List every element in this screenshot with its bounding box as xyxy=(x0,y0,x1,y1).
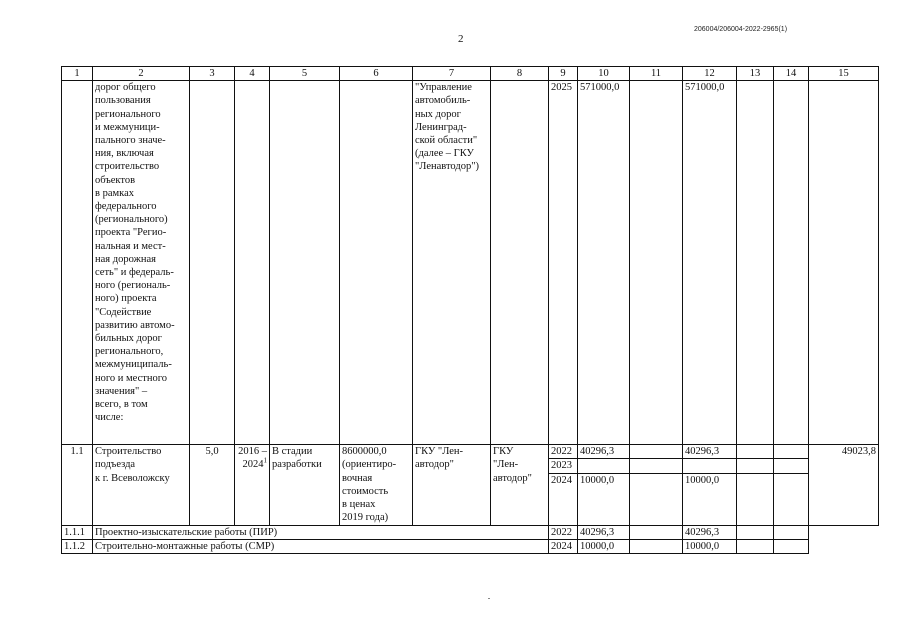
cell-line: вочная xyxy=(342,472,373,484)
cell-col15: 49023,8 xyxy=(809,445,879,525)
cell-line: строительство xyxy=(95,161,160,173)
cell-col14 xyxy=(774,445,809,459)
cell-line: (далее – ГКУ xyxy=(415,148,474,160)
column-number-4: 4 xyxy=(235,67,270,81)
cell-cost xyxy=(340,445,413,525)
column-number-5: 5 xyxy=(270,67,340,81)
cell-col13 xyxy=(737,525,774,539)
cell-line: ного (региональ- xyxy=(95,280,171,292)
cell-line: автомобиль- xyxy=(415,95,471,107)
column-number-9: 9 xyxy=(549,67,578,81)
table-row xyxy=(62,525,879,539)
cell-col14 xyxy=(774,525,809,539)
cell-line: ния, включая xyxy=(95,148,154,160)
cell-num xyxy=(62,81,93,445)
cell-customer xyxy=(413,445,491,525)
cell-line: пользования xyxy=(95,95,151,107)
cell-col10: 571000,0 xyxy=(578,81,630,445)
cell-line: проекта "Регио- xyxy=(95,227,167,239)
cell-col13 xyxy=(737,473,774,525)
cell-stage xyxy=(270,445,340,525)
cell-line: ГКУ xyxy=(493,446,514,458)
cell-col10: 10000,0 xyxy=(578,473,630,525)
cell-col10: 40296,3 xyxy=(578,525,630,539)
cell-line: "Управление xyxy=(415,82,472,94)
cell-line: 8600000,0 xyxy=(342,446,387,458)
cell-cost xyxy=(340,81,413,445)
cell-year: 2022 xyxy=(549,445,578,459)
cell-period xyxy=(235,81,270,445)
cell-line: разработки xyxy=(272,459,322,471)
cell-col10: 10000,0 xyxy=(578,539,630,553)
column-number-6: 6 xyxy=(340,67,413,81)
cell-line: к г. Всеволожску xyxy=(95,472,170,484)
cell-line: Строительство xyxy=(95,446,162,458)
table-row xyxy=(62,539,879,553)
cell-col15 xyxy=(809,539,879,553)
cell-col11 xyxy=(630,459,683,473)
cell-line: "Содействие xyxy=(95,306,152,318)
column-number-13: 13 xyxy=(737,67,774,81)
cell-col12: 10000,0 xyxy=(683,539,737,553)
cell-line: "Лен- xyxy=(493,459,519,471)
cell-line: Ленинград- xyxy=(415,121,467,133)
cell-line: "Ленавтодор") xyxy=(415,161,479,173)
cell-num: 1.1.1 xyxy=(62,525,93,539)
cell-col12 xyxy=(683,459,737,473)
cell-col12: 10000,0 xyxy=(683,473,737,525)
cell-line: пального значе- xyxy=(95,135,166,147)
cell-num: 1.1.2 xyxy=(62,539,93,553)
cell-line: числе: xyxy=(95,412,124,424)
cell-line: развитию автомо- xyxy=(95,319,175,331)
cell-col14 xyxy=(774,459,809,473)
cell-line: дорог общего xyxy=(95,82,156,94)
column-number-8: 8 xyxy=(491,67,549,81)
cell-line: В стадии xyxy=(272,446,313,458)
cell-col14 xyxy=(774,539,809,553)
column-number-1: 1 xyxy=(62,67,93,81)
cell-name xyxy=(93,81,190,445)
cell-line: объектов xyxy=(95,174,136,186)
cell-line: бильных дорог xyxy=(95,333,162,345)
cell-stage xyxy=(270,81,340,445)
cell-line: ГКУ "Лен- xyxy=(415,446,464,458)
cell-year: 2024 xyxy=(549,539,578,553)
column-number-10: 10 xyxy=(578,67,630,81)
cell-line: регионального, xyxy=(95,346,164,358)
table-row xyxy=(62,445,879,459)
cell-line: нальная и мест- xyxy=(95,240,166,252)
column-number-12: 12 xyxy=(683,67,737,81)
page-number: 2 xyxy=(458,33,464,45)
cell-line: значения" – xyxy=(95,385,148,397)
period-start: 2016 – xyxy=(238,446,267,458)
cell-executor xyxy=(491,445,549,525)
column-number-11: 11 xyxy=(630,67,683,81)
cell-col14 xyxy=(774,81,809,445)
cell-name: Строительно-монтажные работы (СМР) xyxy=(93,539,549,553)
cell-col10 xyxy=(578,459,630,473)
cell-col11 xyxy=(630,473,683,525)
column-number-2: 2 xyxy=(93,67,190,81)
program-table xyxy=(61,66,879,554)
cell-name xyxy=(93,445,190,525)
cell-line: (регионального) xyxy=(95,214,168,226)
cell-period xyxy=(235,445,270,525)
cell-num: 1.1 xyxy=(62,445,93,525)
cell-line: федерального xyxy=(95,201,157,213)
cell-line: регионального xyxy=(95,108,161,120)
cell-line: ного и местного xyxy=(95,372,168,384)
cell-year: 2025 xyxy=(549,81,578,445)
cell-line: и межмуници- xyxy=(95,121,160,133)
cell-line: межмуниципаль- xyxy=(95,359,172,371)
column-number-7: 7 xyxy=(413,67,491,81)
period-end: 2024 xyxy=(242,459,264,471)
cell-year: 2023 xyxy=(549,459,578,473)
cell-col11 xyxy=(630,445,683,459)
cell-line: ской области" xyxy=(415,135,478,147)
cell-line: подъезда xyxy=(95,459,136,471)
cell-line: ного) проекта xyxy=(95,293,157,305)
cell-line: ных дорог xyxy=(415,108,461,120)
cell-executor xyxy=(491,81,549,445)
cell-col12: 571000,0 xyxy=(683,81,737,445)
cell-col15 xyxy=(809,525,879,539)
cell-col15 xyxy=(809,81,879,445)
cell-line: сеть" и федераль- xyxy=(95,267,174,279)
cell-line: ная дорожная xyxy=(95,253,156,265)
table-row xyxy=(62,81,879,445)
cell-line: 2019 года) xyxy=(342,512,389,524)
cell-col12: 40296,3 xyxy=(683,525,737,539)
column-number-row xyxy=(62,67,879,81)
cell-col11 xyxy=(630,539,683,553)
cell-col13 xyxy=(737,459,774,473)
cell-col12: 40296,3 xyxy=(683,445,737,459)
cell-col13 xyxy=(737,81,774,445)
column-number-15: 15 xyxy=(809,67,879,81)
cell-name: Проектно-изыскательские работы (ПИР) xyxy=(93,525,549,539)
cell-col13 xyxy=(737,445,774,459)
footnote-mark: 1 xyxy=(263,456,267,465)
cell-line: в рамках xyxy=(95,187,134,199)
column-number-14: 14 xyxy=(774,67,809,81)
document-number: 206004/206004-2022-2965(1) xyxy=(694,26,788,33)
cell-line: в ценах xyxy=(342,499,376,511)
cell-customer xyxy=(413,81,491,445)
cell-year: 2024 xyxy=(549,473,578,525)
cell-length xyxy=(190,81,235,445)
column-number-3: 3 xyxy=(190,67,235,81)
cell-length: 5,0 xyxy=(190,445,235,525)
cell-line: (ориентиро- xyxy=(342,459,397,471)
cell-col13 xyxy=(737,539,774,553)
cell-line: стоимость xyxy=(342,485,389,497)
cell-col10: 40296,3 xyxy=(578,445,630,459)
cell-year: 2022 xyxy=(549,525,578,539)
cell-col14 xyxy=(774,473,809,525)
scan-speck xyxy=(488,598,490,599)
cell-line: автодор" xyxy=(415,459,454,471)
cell-line: автодор" xyxy=(493,472,532,484)
cell-line: всего, в том xyxy=(95,399,148,411)
cell-col11 xyxy=(630,81,683,445)
cell-col11 xyxy=(630,525,683,539)
